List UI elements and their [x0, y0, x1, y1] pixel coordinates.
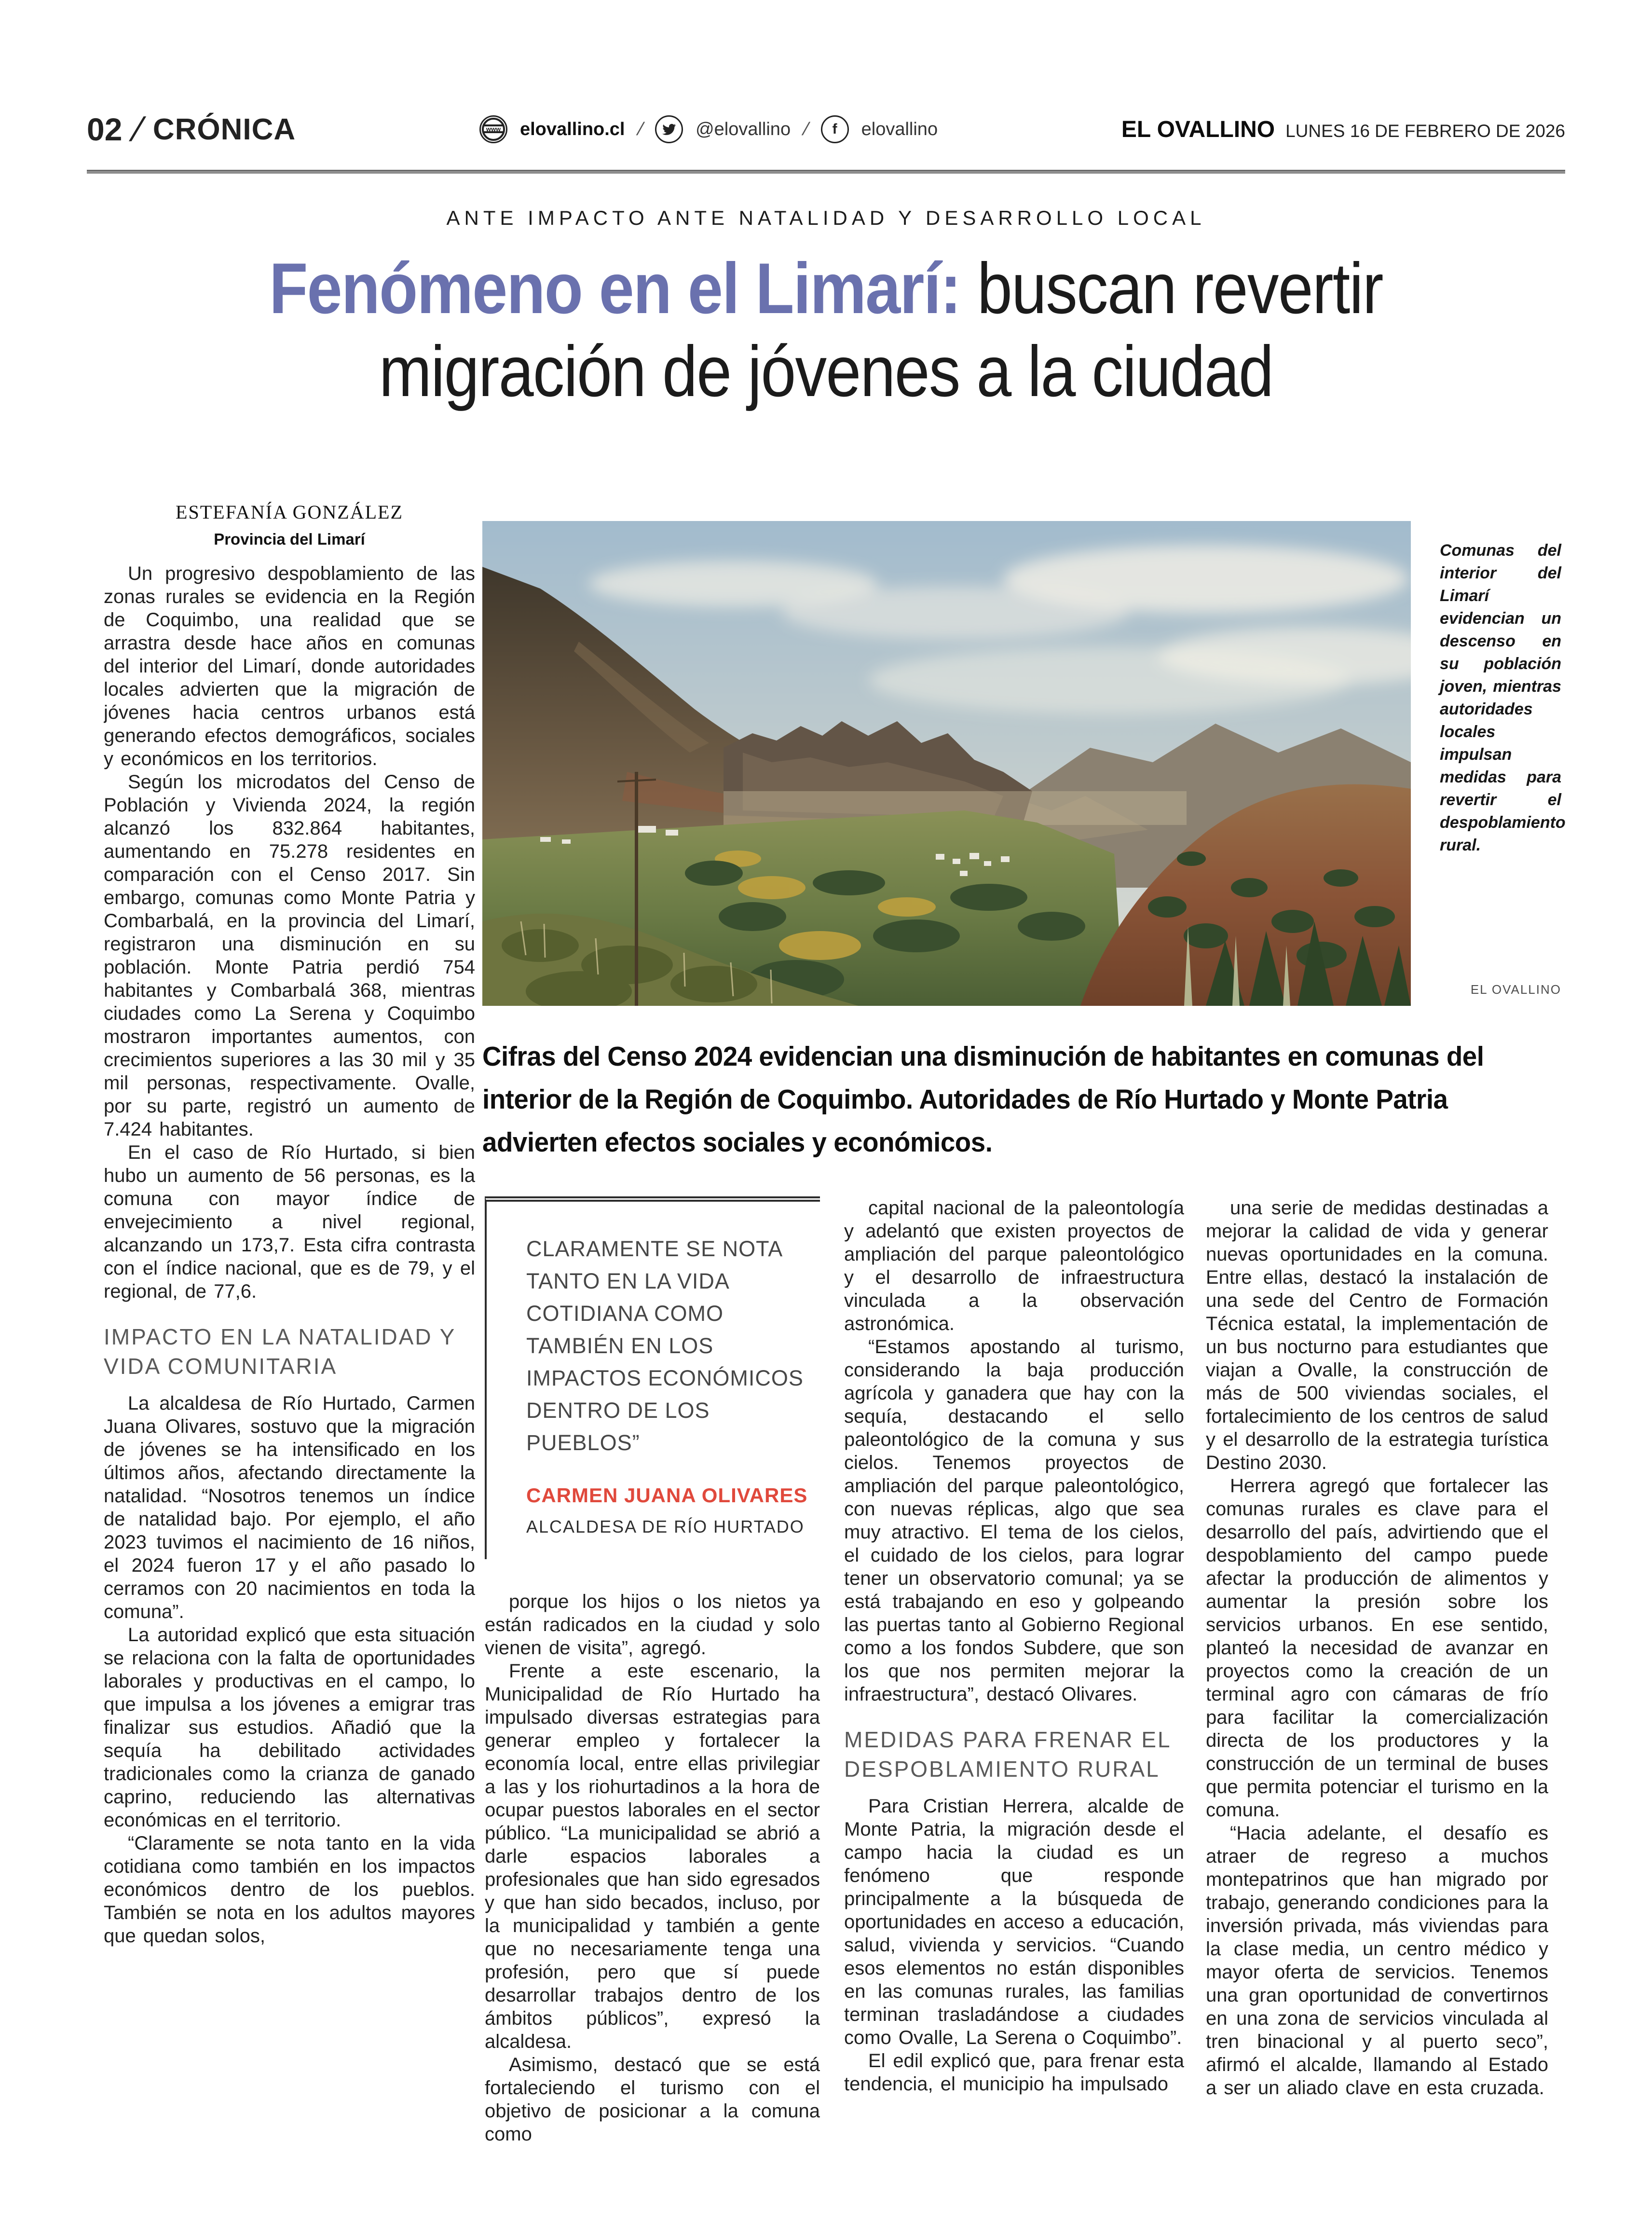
column-2 — [485, 1196, 820, 2203]
headline-line2: migración de jóvenes a la ciudad — [379, 331, 1273, 411]
section-label — [87, 110, 296, 149]
section-name: CRÓNICA — [152, 112, 296, 146]
edition-date: LUNES 16 DE FEBRERO DE 2026 — [1285, 121, 1565, 141]
paragraph: Un progresivo despoblamiento de las zonas rurales se evidencia en la Región de Coquimbo, una realidad que se arrastra desde hace años en comunas del interior del Limarí, donde autoridades locales advierten que la migración de jóvenes hacia centros urbanos está generando efectos demográficos, sociales y económicos en los territorios. — [104, 563, 475, 769]
header-rule — [87, 170, 1565, 174]
col1-paragraphs-b — [104, 1392, 475, 1948]
pull-quote — [485, 1196, 820, 1559]
paragraph: Según los microdatos del Censo de Población y Vivienda 2024, la región alcanzó los 832.864 habitantes, aumentando en 75.278 residentes en comparación con el Censo 2017. Sin embargo, comunas como Monte Patria y Combarbalá, en la provincia del Limarí, registraron una disminución en su población. Monte Patria perdió 754 habitantes y Combarbalá 368, mientras ciudades como La Serena y Coquimbo mostraron importantes aumentos, con crecimientos superiores a las 30 mil y 35 mil personas, respectivamente. Ovalle, por su parte, registró un aumento de 7.424 habitantes. — [104, 771, 475, 1140]
paragraph: Frente a este escenario, la Municipalidad de Río Hurtado ha impulsado diversas estrategias para generar empleo y fortalecer la economía local, entre ellas privilegiar a las y los riohurtadinos a la hora de ocupar puestos laborales en el sector público. “La municipalidad se abrió a darle espacios laborales a profesionales que han sido egresados y que han sido becados, incluso, por la municipalidad y también a gente que no necesariamente tenga una profesión, pero que sí puede desarrollar trabajos dentro de los ámbitos públicos”, expresó la alcaldesa. — [485, 1660, 820, 2052]
column-3 — [844, 1196, 1184, 2203]
social-strip — [296, 115, 1121, 143]
paragraph: “Estamos apostando al turismo, considerando la baja producción agrícola y ganadera que hay con la sequía, destacando el sello paleontológico de la comuna y sus cielos. Tenemos proyectos de ampliación del parque paleontológico, con nuevas réplicas, algo que sea muy atractivo. El tema de los cielos, el cuidado de los cielos, para lograr tener un observatorio comunal; ya se está trabajando en eso y golpeando las puertas tanto al Gobierno Regional como a los fondos Subdere, que son los que nos permiten mejorar la infraestructura”, destacó Olivares. — [844, 1336, 1184, 1705]
svg-text:www: www — [486, 125, 501, 133]
masthead-area — [1121, 116, 1565, 143]
headline — [99, 247, 1553, 413]
paragraph: En el caso de Río Hurtado, si bien hubo un aumento de 56 personas, es la comuna con mayor índice de envejecimiento a nivel regional, alcanzando un 173,7. Esta cifra contrasta con el índice nacional, que es de 79, y el regional, de 77,6. — [104, 1142, 475, 1302]
subheadline: Cifras del Censo 2024 evidencian una disminución de habitantes en comunas del interior de la Región de Coquimbo. Autoridades de Río Hurtado y Monte Patria advierten efectos sociales y económicos. — [482, 1041, 1484, 1158]
slash-divider: / — [634, 119, 646, 139]
col3-paragraphs-b — [844, 1795, 1184, 2096]
pull-quote-role: ALCALDESA DE RÍO HURTADO — [526, 1517, 805, 1536]
facebook-handle: elovallino — [861, 119, 938, 139]
paragraph: Para Cristian Herrera, alcalde de Monte Patria, la migración desde el campo hacia la ciudad es un fenómeno que responde principalmente a la búsqueda de oportunidades en acceso a educación, salud, vivienda y servicios. “Cuando esos elementos no están disponibles en las comunas rurales, las familias terminan trasladándose a ciudades como Ovalle, La Serena o Coquimbo”. — [844, 1796, 1184, 2048]
slash-divider: / — [800, 119, 811, 139]
section-subhead-medidas: MEDIDAS PARA FRENAR EL DESPOBLAMIENTO RURAL — [844, 1727, 1171, 1782]
page-number: 02 — [87, 111, 123, 147]
byline — [104, 501, 475, 549]
paragraph: porque los hijos o los nietos ya están radicados en la ciudad y solo vienen de visita”, agregó. — [485, 1591, 820, 1659]
paragraph: Asimismo, destacó que se está fortaleciendo el turismo con el objetivo de posicionar a la comuna como — [485, 2054, 820, 2145]
facebook-icon: f — [821, 115, 849, 143]
paragraph: La alcaldesa de Río Hurtado, Carmen Juana Olivares, sostuvo que la migración de jóvenes se ha intensificado en los últimos años, afectando directamente la natalidad. “Nosotros tenemos un índice de natalidad bajo. Por ejemplo, el año 2023 tuvimos el nacimiento de 16 niños, el 2024 fueron 17 y el año pasado lo cerramos con 20 nacimientos en toda la comuna”. — [104, 1393, 475, 1622]
pull-quote-text: CLARAMENTE SE NOTA TANTO EN LA VIDA COTIDIANA COMO TAMBIÉN EN LOS IMPACTOS ECONÓMICOS DENTRO DE LOS PUEBLOS” — [526, 1236, 804, 1455]
page-header — [87, 110, 1565, 149]
col1-paragraphs-a — [104, 562, 475, 1303]
twitter-handle: @elovallino — [696, 119, 791, 139]
photo-caption: Comunas del interior del Limarí evidencian un descenso en su población joven, mientras autoridades locales impulsan medidas para revertir el despoblamiento rural. — [1440, 541, 1566, 854]
landscape-photo — [482, 521, 1411, 1006]
paragraph: La autoridad explicó que esta situación se relaciona con la falta de oportunidades laborales y productivas en el campo, lo que impulsa a los jóvenes a emigrar tras finalizar sus estudios. Añadió que la sequía ha debilitado actividades tradicionales como la crianza de ganado caprino, reduciendo las alternativas económicas en el territorio. — [104, 1624, 475, 1831]
paragraph: El edil explicó que, para frenar esta tendencia, el municipio ha impulsado — [844, 2050, 1184, 2095]
column-1 — [104, 562, 475, 2203]
slash-divider: / — [126, 110, 149, 148]
paragraph: capital nacional de la paleontología y adelantó que existen proyectos de ampliación del parque paleontológico y el desarrollo de infraestructura vinculada a la observación astronómica. — [844, 1197, 1184, 1334]
col3-paragraphs-a — [844, 1196, 1184, 1706]
col2-paragraphs — [485, 1590, 820, 2146]
byline-author: ESTEFANÍA GONZÁLEZ — [176, 501, 403, 523]
col4-paragraphs — [1206, 1196, 1548, 2099]
byline-location: Provincia del Limarí — [214, 530, 365, 548]
masthead-logo: EL OVALLINO — [1121, 116, 1275, 142]
headline-accent: Fenómeno en el Limarí: — [269, 248, 961, 329]
paragraph: “Hacia adelante, el desafío es atraer de regreso a muchos montepatrinos que han migrado por trabajo, generando condiciones para la inversión privada, más viviendas para la clase media, un centro médico y mayor oferta de servicios. Tenemos una gran oportunidad de convertirnos en una zona de servicios vinculada al tren binacional y al puerto seco”, afirmó el alcalde, llamando al Estado a ser un aliado clave en esta cruzada. — [1206, 1823, 1548, 2099]
column-4 — [1206, 1196, 1548, 2203]
valley-landscape-illustration — [482, 521, 1411, 1006]
globe-icon — [479, 115, 507, 143]
photo-credit: EL OVALLINO — [1470, 982, 1561, 997]
pull-quote-author: CARMEN JUANA OLIVARES — [526, 1484, 808, 1507]
kicker: ANTE IMPACTO ANTE NATALIDAD Y DESARROLLO LOCAL — [446, 206, 1206, 229]
headline-rest: buscan revertir — [960, 248, 1383, 329]
twitter-icon — [655, 115, 683, 143]
paragraph: “Claramente se nota tanto en la vida cotidiana como también en los impactos económicos dentro de los pueblos. También se nota en los adultos mayores que quedan solos, — [104, 1833, 475, 1947]
paragraph: una serie de medidas destinadas a mejorar la calidad de vida y generar nuevas oportunidades en la comuna. Entre ellas, destacó la instalación de una sede del Centro de Formación Técnica estatal, la implementación de un bus nocturno para estudiantes que viajan a Ovalle, la construcción de más de 500 viviendas sociales, el fortalecimiento de los centros de salud y el desarrollo de la estrategia turística Destino 2030. — [1206, 1197, 1548, 1473]
section-subhead-natalidad: IMPACTO EN LA NATALIDAD Y VIDA COMUNITARIA — [104, 1324, 456, 1379]
website-link: elovallino.cl — [519, 119, 625, 139]
paragraph: Herrera agregó que fortalecer las comunas rurales es clave para el desarrollo del país, advirtiendo que el despoblamiento del campo puede afectar la producción de alimentos y aumentar la presión sobre los servicios urbanos. En ese sentido, planteó la necesidad de avanzar en proyectos como la creación de un terminal agro con cámaras de frío para facilitar la comercialización directa de los productores y la construcción de un terminal de buses que permita potenciar el turismo en la comuna. — [1206, 1475, 1548, 1821]
